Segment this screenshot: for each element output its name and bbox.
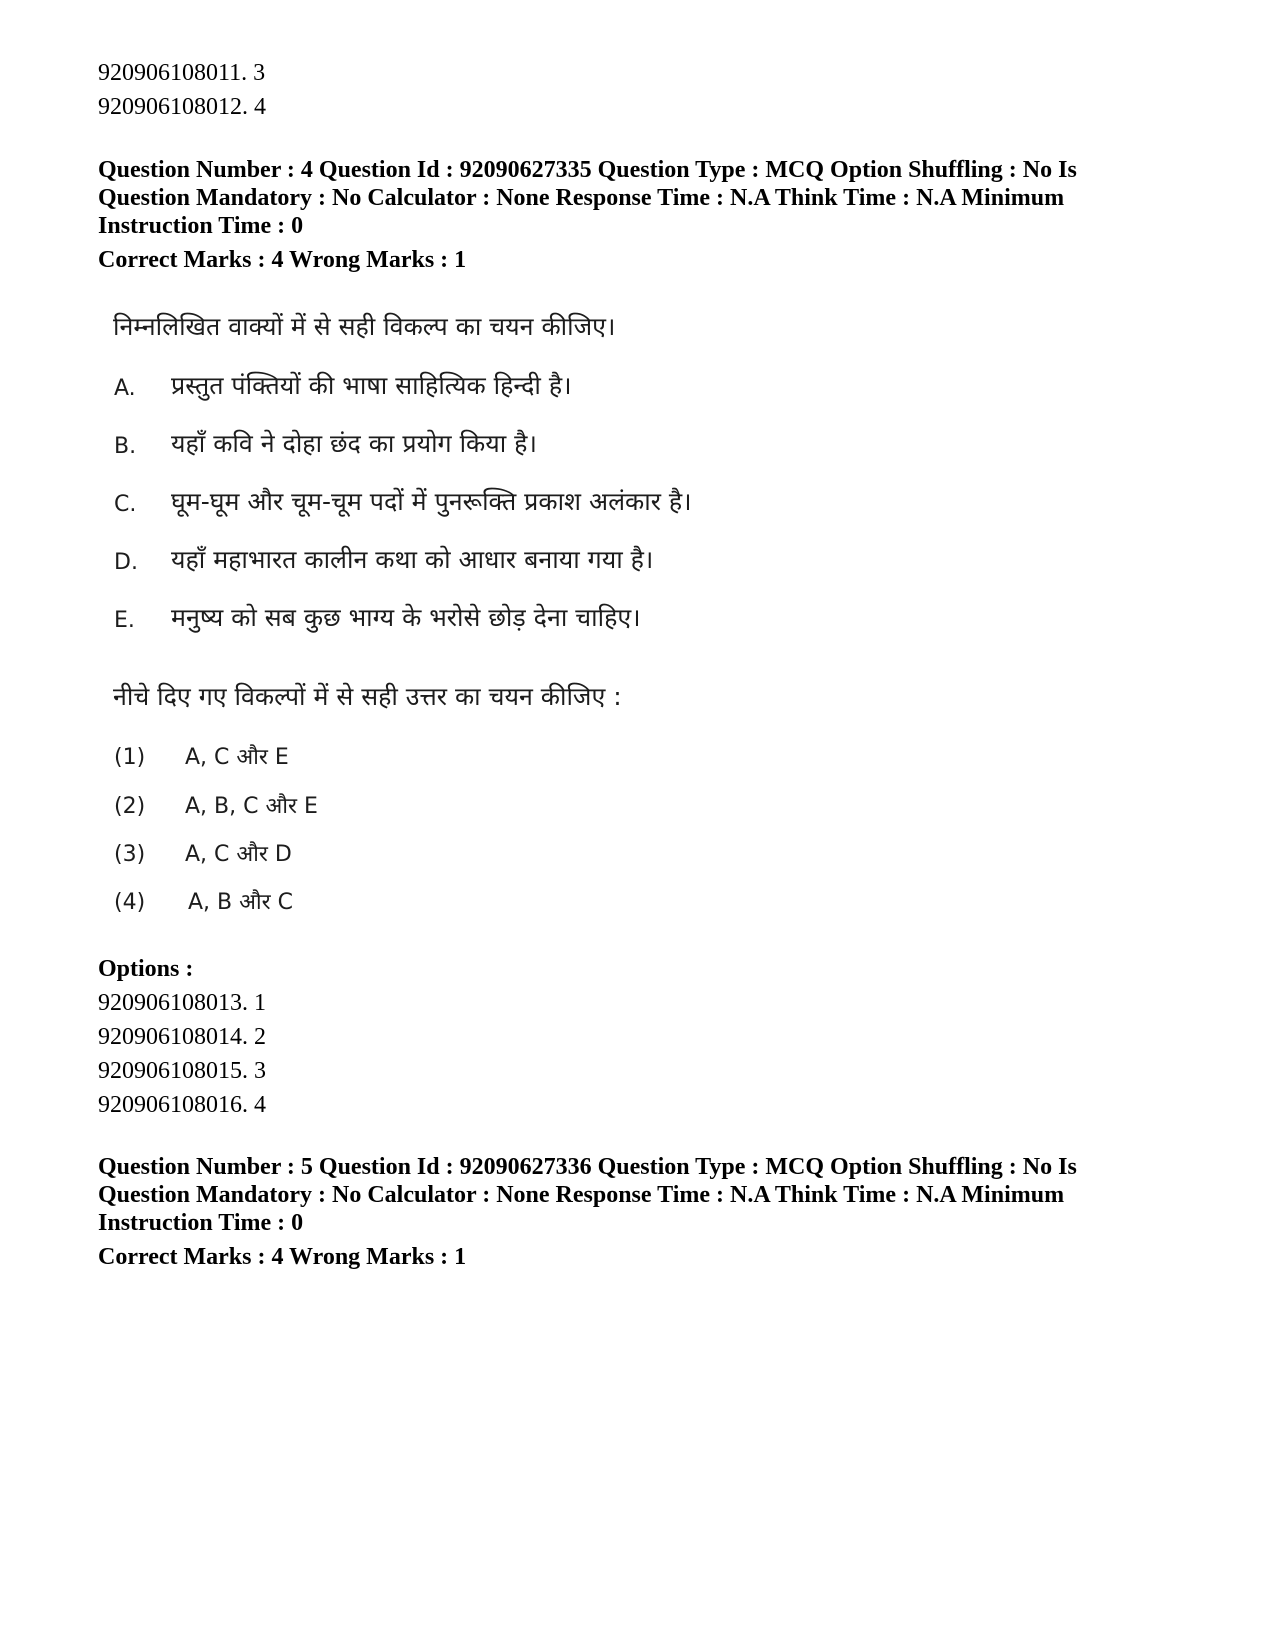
option-id: 920906108013. [98,990,248,1016]
option-value: 4 [254,94,266,120]
statement-label: E. [114,608,135,633]
statement-text: यहाँ महाभारत कालीन कथा को आधार बनाया गया है। [171,545,654,574]
statement-label: B. [114,434,137,459]
choice-label: (1) [114,745,146,770]
choice-text: A, B, C और E [185,794,318,819]
option-id: 920906108014. [98,1024,248,1050]
statement-label: D. [114,550,138,575]
choice-label: (2) [114,794,146,819]
choice-text: A, C और D [185,842,292,867]
choice-label: (4) [114,890,146,915]
option-row [98,1091,266,1119]
choose-prompt: नीचे दिए गए विकल्पों में से सही उत्तर का चयन कीजिए : [113,682,622,711]
question-header-line: Instruction Time : 0 [98,1210,304,1236]
question-header-line: Question Number : 4 Question Id : 92090627335 Question Type : MCQ Option Shuffling : No Is [98,157,1077,183]
prev-option-row [98,93,266,121]
question-prompt: निम्नलिखित वाक्यों में से सही विकल्प का चयन कीजिए। [113,312,616,341]
statement-text: घूम-घूम और चूम-चूम पदों में पुनरूक्ति प्रकाश अलंकार है। [171,487,692,516]
question-header-line: Question Number : 5 Question Id : 92090627336 Question Type : MCQ Option Shuffling : No Is [98,1154,1077,1180]
question-header-line: Instruction Time : 0 [98,213,304,239]
option-row [98,989,266,1017]
statement-text: प्रस्तुत पंक्तियों की भाषा साहित्यिक हिन्दी है। [171,371,572,400]
choice-label: (3) [114,842,146,867]
option-value: 3 [254,1058,266,1084]
option-id: 920906108011. [98,60,248,86]
prev-option-row [98,59,265,87]
option-id: 920906108015. [98,1058,248,1084]
choice-text: A, B और C [188,890,293,915]
option-row [98,1023,266,1051]
question-5-header [98,1153,1178,1237]
statement-label: C. [114,492,137,517]
question-5-marks: Correct Marks : 4 Wrong Marks : 1 [98,1244,467,1270]
question-4-marks: Correct Marks : 4 Wrong Marks : 1 [98,247,467,273]
option-value: 2 [254,1024,266,1050]
option-value: 3 [253,60,266,86]
option-id: 920906108012. [98,94,248,120]
statement-label: A. [114,376,136,401]
statement-text: मनुष्य को सब कुछ भाग्य के भरोसे छोड़ देना चाहिए। [171,603,641,632]
option-value: 4 [254,1092,266,1118]
option-row [98,1057,266,1085]
question-header-line: Question Mandatory : No Calculator : None Response Time : N.A Think Time : N.A Minimum [98,185,1065,211]
question-4-header [98,156,1178,240]
choice-text: A, C और E [185,745,289,770]
option-value: 1 [254,990,266,1016]
statement-text: यहाँ कवि ने दोहा छंद का प्रयोग किया है। [171,429,537,458]
question-header-line: Question Mandatory : No Calculator : None Response Time : N.A Think Time : N.A Minimum [98,1182,1065,1208]
option-id: 920906108016. [98,1092,248,1118]
options-heading: Options : [98,956,194,982]
